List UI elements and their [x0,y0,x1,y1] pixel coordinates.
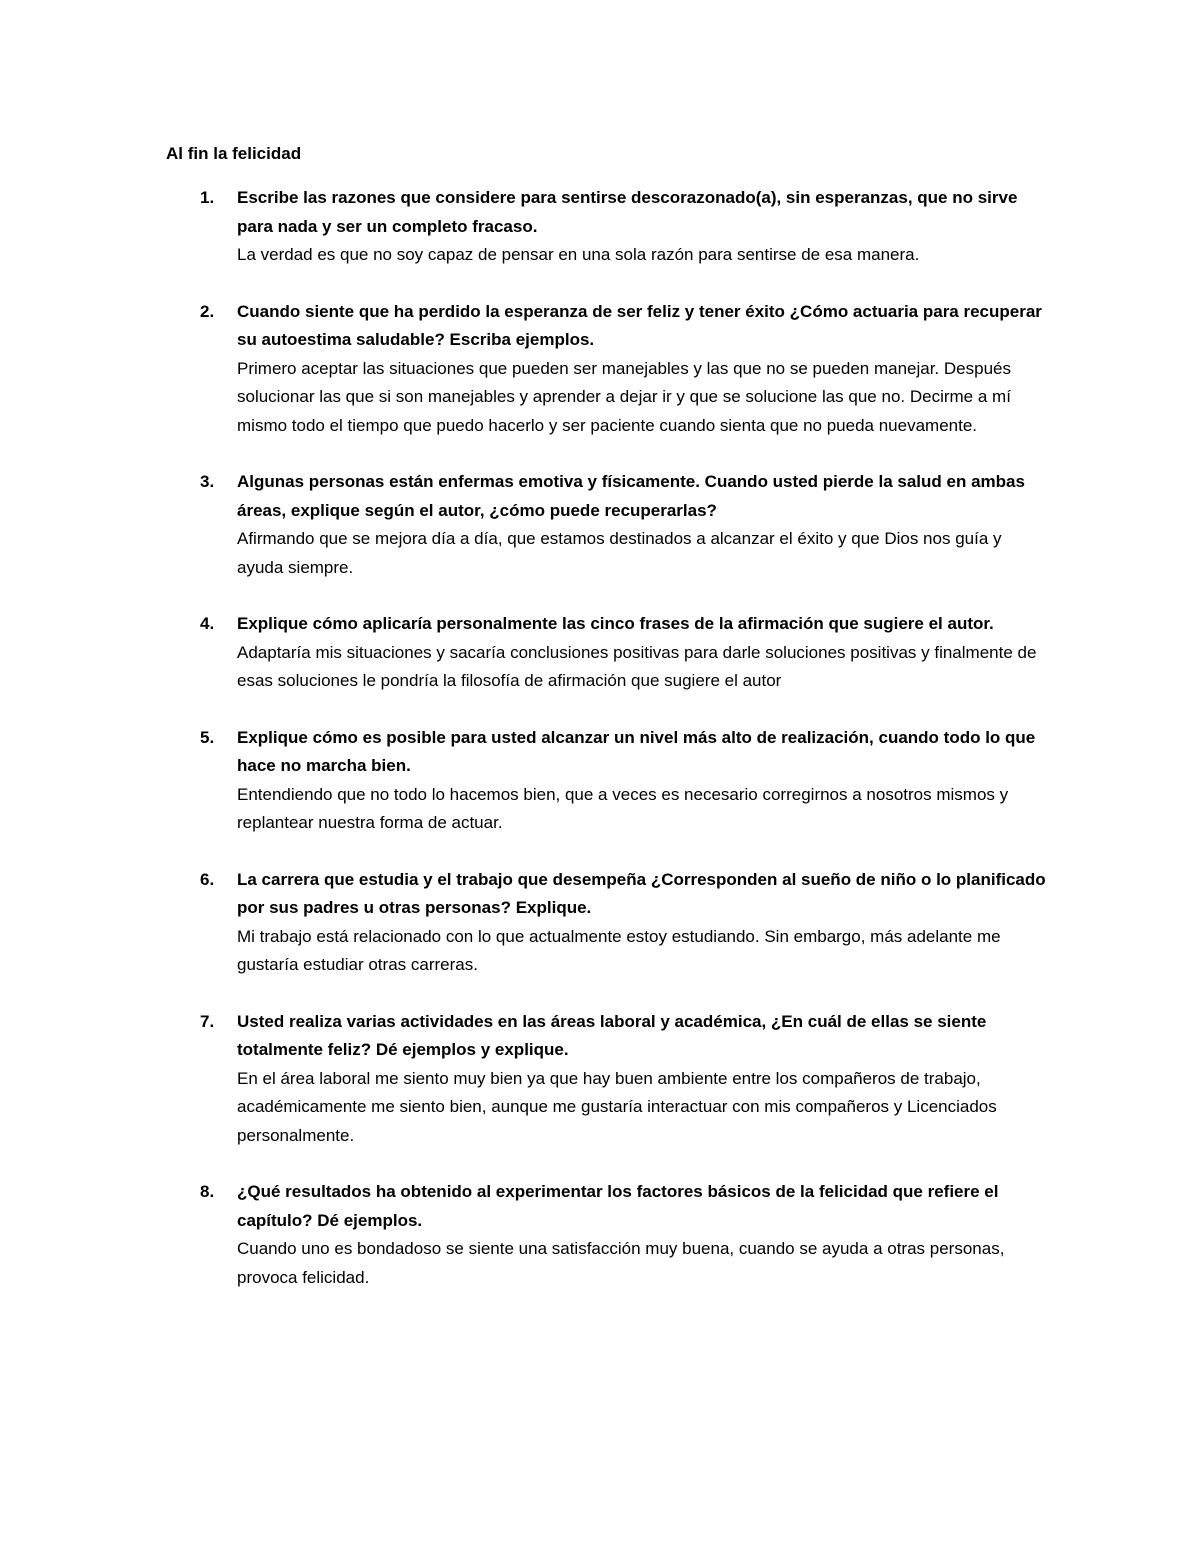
answer-text: Primero aceptar las situaciones que pueden ser manejables y las que no se pueden manejar. Después solucionar las que si son manejables y aprender a dejar ir y que se solucione las que no. Decirme a mí mismo todo el tiempo que puedo hacerlo y ser paciente cuando sienta que no pueda nuevamente. [237,358,1011,435]
question-list [0,184,1200,1320]
answer-text: Afirmando que se mejora día a día, que estamos destinados a alcanzar el éxito y que Dios nos guía y ayuda siempre. [237,529,1002,577]
answer-text: Mi trabajo está relacionado con lo que actualmente estoy estudiando. Sin embargo, más adelante me gustaría estudiar otras carreras. [237,926,1001,974]
question-text: Algunas personas están enfermas emotiva y físicamente. Cuando usted pierde la salud en ambas áreas, explique según el autor, ¿cómo puede recuperarlas? [237,472,1025,520]
question-item-6 [0,866,1200,980]
question-body [237,1008,1052,1151]
question-body [237,184,1052,270]
question-text: Escribe las razones que considere para sentirse descorazonado(a), sin esperanzas, que no sirve para nada y ser un completo fracaso. [237,188,1018,236]
question-text: Cuando siente que ha perdido la esperanza de ser feliz y tener éxito ¿Cómo actuaria para recuperar su autoestima saludable? Escriba ejemplos. [237,301,1042,349]
question-body [237,1178,1052,1292]
question-item-7 [0,1008,1200,1151]
question-item-4 [0,610,1200,696]
question-body [237,724,1052,838]
question-body [237,468,1052,582]
question-text: Explique cómo aplicaría personalmente las cinco frases de la afirmación que sugiere el autor. [237,614,994,633]
question-number: 7. [200,1011,215,1031]
question-item-2 [0,298,1200,441]
question-number: 2. [200,301,215,321]
question-item-1 [0,184,1200,270]
question-text: La carrera que estudia y el trabajo que desempeña ¿Corresponden al sueño de niño o lo planificado por sus padres u otras personas? Explique. [237,869,1046,917]
question-item-3 [0,468,1200,582]
answer-text: Adaptaría mis situaciones y sacaría conclusiones positivas para darle soluciones positivas y finalmente de esas soluciones le pondría la filosofía de afirmación que sugiere el autor [237,642,1037,690]
question-number: 6. [200,869,215,889]
question-number: 5. [200,727,215,747]
question-number: 3. [200,472,215,491]
answer-text: En el área laboral me siento muy bien ya que hay buen ambiente entre los compañeros de trabajo, académicamente me siento bien, aunque me gustaría interactuar con mis compañeros y Licenciados personalmente. [237,1068,997,1145]
answer-text: La verdad es que no soy capaz de pensar en una sola razón para sentirse de esa manera. [237,245,920,264]
question-number: 4. [200,614,215,633]
answer-text: Cuando uno es bondadoso se siente una satisfacción muy buena, cuando se ayuda a otras personas, provoca felicidad. [237,1239,1005,1287]
question-body [237,866,1052,980]
question-body [237,298,1052,441]
question-body [237,610,1052,696]
question-item-5 [0,724,1200,838]
question-number: 8. [200,1182,215,1201]
document-title: Al fin la felicidad [166,144,302,163]
answer-text: Entendiendo que no todo lo hacemos bien, que a veces es necesario corregirnos a nosotros mismos y replantear nuestra forma de actuar. [237,784,1009,832]
question-item-8 [0,1178,1200,1292]
question-number: 1. [200,188,215,207]
question-text: ¿Qué resultados ha obtenido al experimentar los factores básicos de la felicidad que refiere el capítulo? Dé ejemplos. [237,1182,999,1230]
question-text: Usted realiza varias actividades en las áreas laboral y académica, ¿En cuál de ellas se siente totalmente feliz? Dé ejemplos y explique. [237,1011,987,1059]
question-text: Explique cómo es posible para usted alcanzar un nivel más alto de realización, cuando todo lo que hace no marcha bien. [237,727,1036,775]
